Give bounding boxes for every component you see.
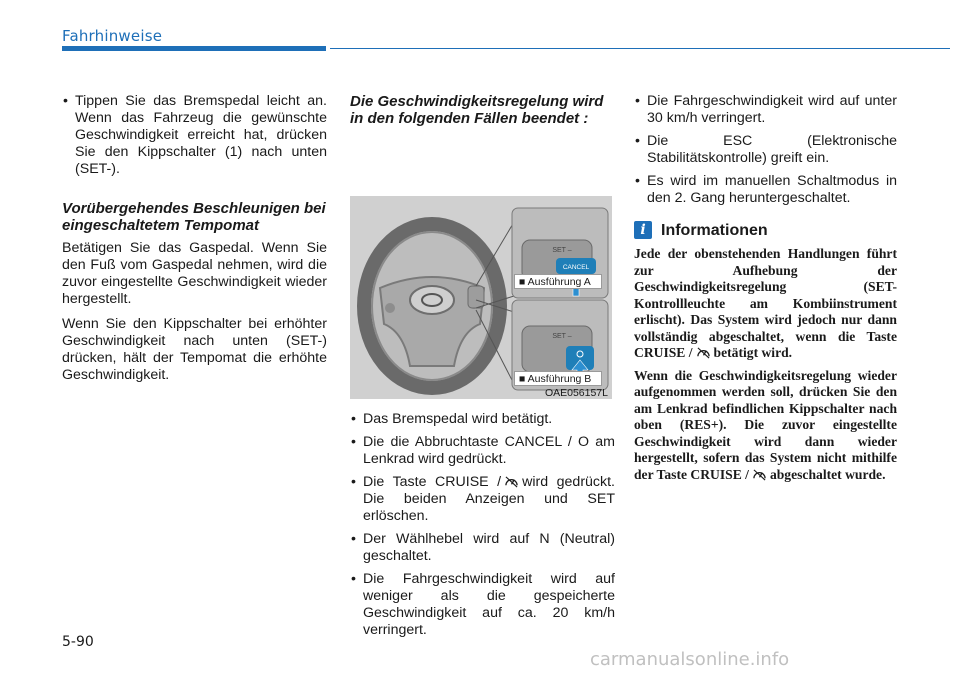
cruise-switch [468,286,484,308]
list-item: • Die ESC (Elektronische Stabilitätskontrolle) greift ein. [634,133,897,167]
section-title: Fahrhinweise [62,27,163,45]
left-buttons [385,303,395,313]
list-item: • Tippen Sie das Bremspedal leicht an. Wenn das Fahrzeug die gewünschte Geschwindigkeit erreicht hat, drücken Sie den Kippschalter (1) nach unten (SET-). [62,93,327,178]
list-item-text: wird gedrückt. Die beiden Anzeigen und SET erlöschen. [363,474,615,524]
cruise-icon [696,346,711,359]
cruise-icon [752,468,767,481]
caption-version-a: ■ Ausführung A [514,274,602,289]
detail-a-cancel-label: CANCEL [562,264,590,271]
list-item-text: Die Taste CRUISE / [363,474,502,490]
airbag-center [410,286,454,314]
list-item: • Es wird im manuellen Schaltmodus in den 2. Gang heruntergeschaltet. [634,173,897,207]
info-text: Wenn die Geschwindigkeitsregelung wieder aufgenommen werden soll, drücken Sie den am Lenkrad befindlichen Kippschalter nach oben (RES+). Die zuvor eingestellte Geschwindigkeit wird dann wieder hergestellt, sofern das System nicht mithilfe der Taste CRUISE / [634,367,897,482]
steering-wheel-illustration [350,196,612,399]
info-paragraph [634,368,897,484]
list-item: • Die Fahrgeschwindigkeit wird auf unter 30 km/h verringert. [634,93,897,127]
list-item [350,474,615,525]
steering-wheel-figure [350,196,612,399]
column-middle [350,93,615,645]
watermark: carmanualsonline.info [590,649,790,670]
header-rule-thin [330,48,950,49]
info-text: Jede der obenstehenden Handlungen führt zur Aufhebung der Geschwindigkeitsregelung (SET-Kontrollleuchte am Kombiinstrument erlischt). Das System wird jedoch nur dann vollständig abgeschaltet, wenn die Taste CRUISE / [634,246,897,360]
column-left [62,93,327,392]
subheading-cancel: Die Geschwindigkeitsregelung wird in den folgenden Fällen beendet : [350,93,604,127]
list-item: • Das Bremspedal wird betätigt. [350,411,615,428]
bullet-list-middle [350,411,615,639]
info-header [634,221,897,239]
bullet-list-right [634,93,897,207]
info-paragraph [634,246,897,362]
paragraph: Betätigen Sie das Gaspedal. Wenn Sie den Fuß vom Gaspedal nehmen, wird die zuvor eingestellte Geschwindigkeit wieder hergestellt. [62,240,327,307]
info-text: betätigt wird. [713,345,793,360]
info-title: Informationen [661,221,768,239]
header-rule-thick [62,46,326,51]
detail-a-set-label: SET – [552,247,572,254]
list-item: • Der Wählhebel wird auf N (Neutral) geschaltet. [350,531,615,565]
cruise-icon [504,475,519,488]
bullet-list-left [62,93,327,178]
figure-code: OAE056157L [544,387,608,399]
subheading-acceleration: Vorübergehendes Beschleunigen bei eingeschaltetem Tempomat [62,200,326,234]
list-item: • Die Fahrgeschwindigkeit wird auf weniger als die gespeicherte Geschwindigkeit auf ca. 20 km/h verringert. [350,571,615,639]
info-text: abgeschaltet wurde. [769,466,886,482]
info-icon: i [634,221,652,239]
caption-version-b: ■ Ausführung B [514,371,602,386]
page-number: 5-90 [62,634,94,650]
detail-b-set-label: SET – [552,333,572,340]
list-item: • Die die Abbruchtaste CANCEL / O am Lenkrad wird gedrückt. [350,434,615,468]
paragraph: Wenn Sie den Kippschalter bei erhöhter Geschwindigkeit nach unten (SET-) drücken, hält der Tempomat die erhöhte Geschwindigkeit. [62,316,327,383]
column-right [634,93,897,489]
